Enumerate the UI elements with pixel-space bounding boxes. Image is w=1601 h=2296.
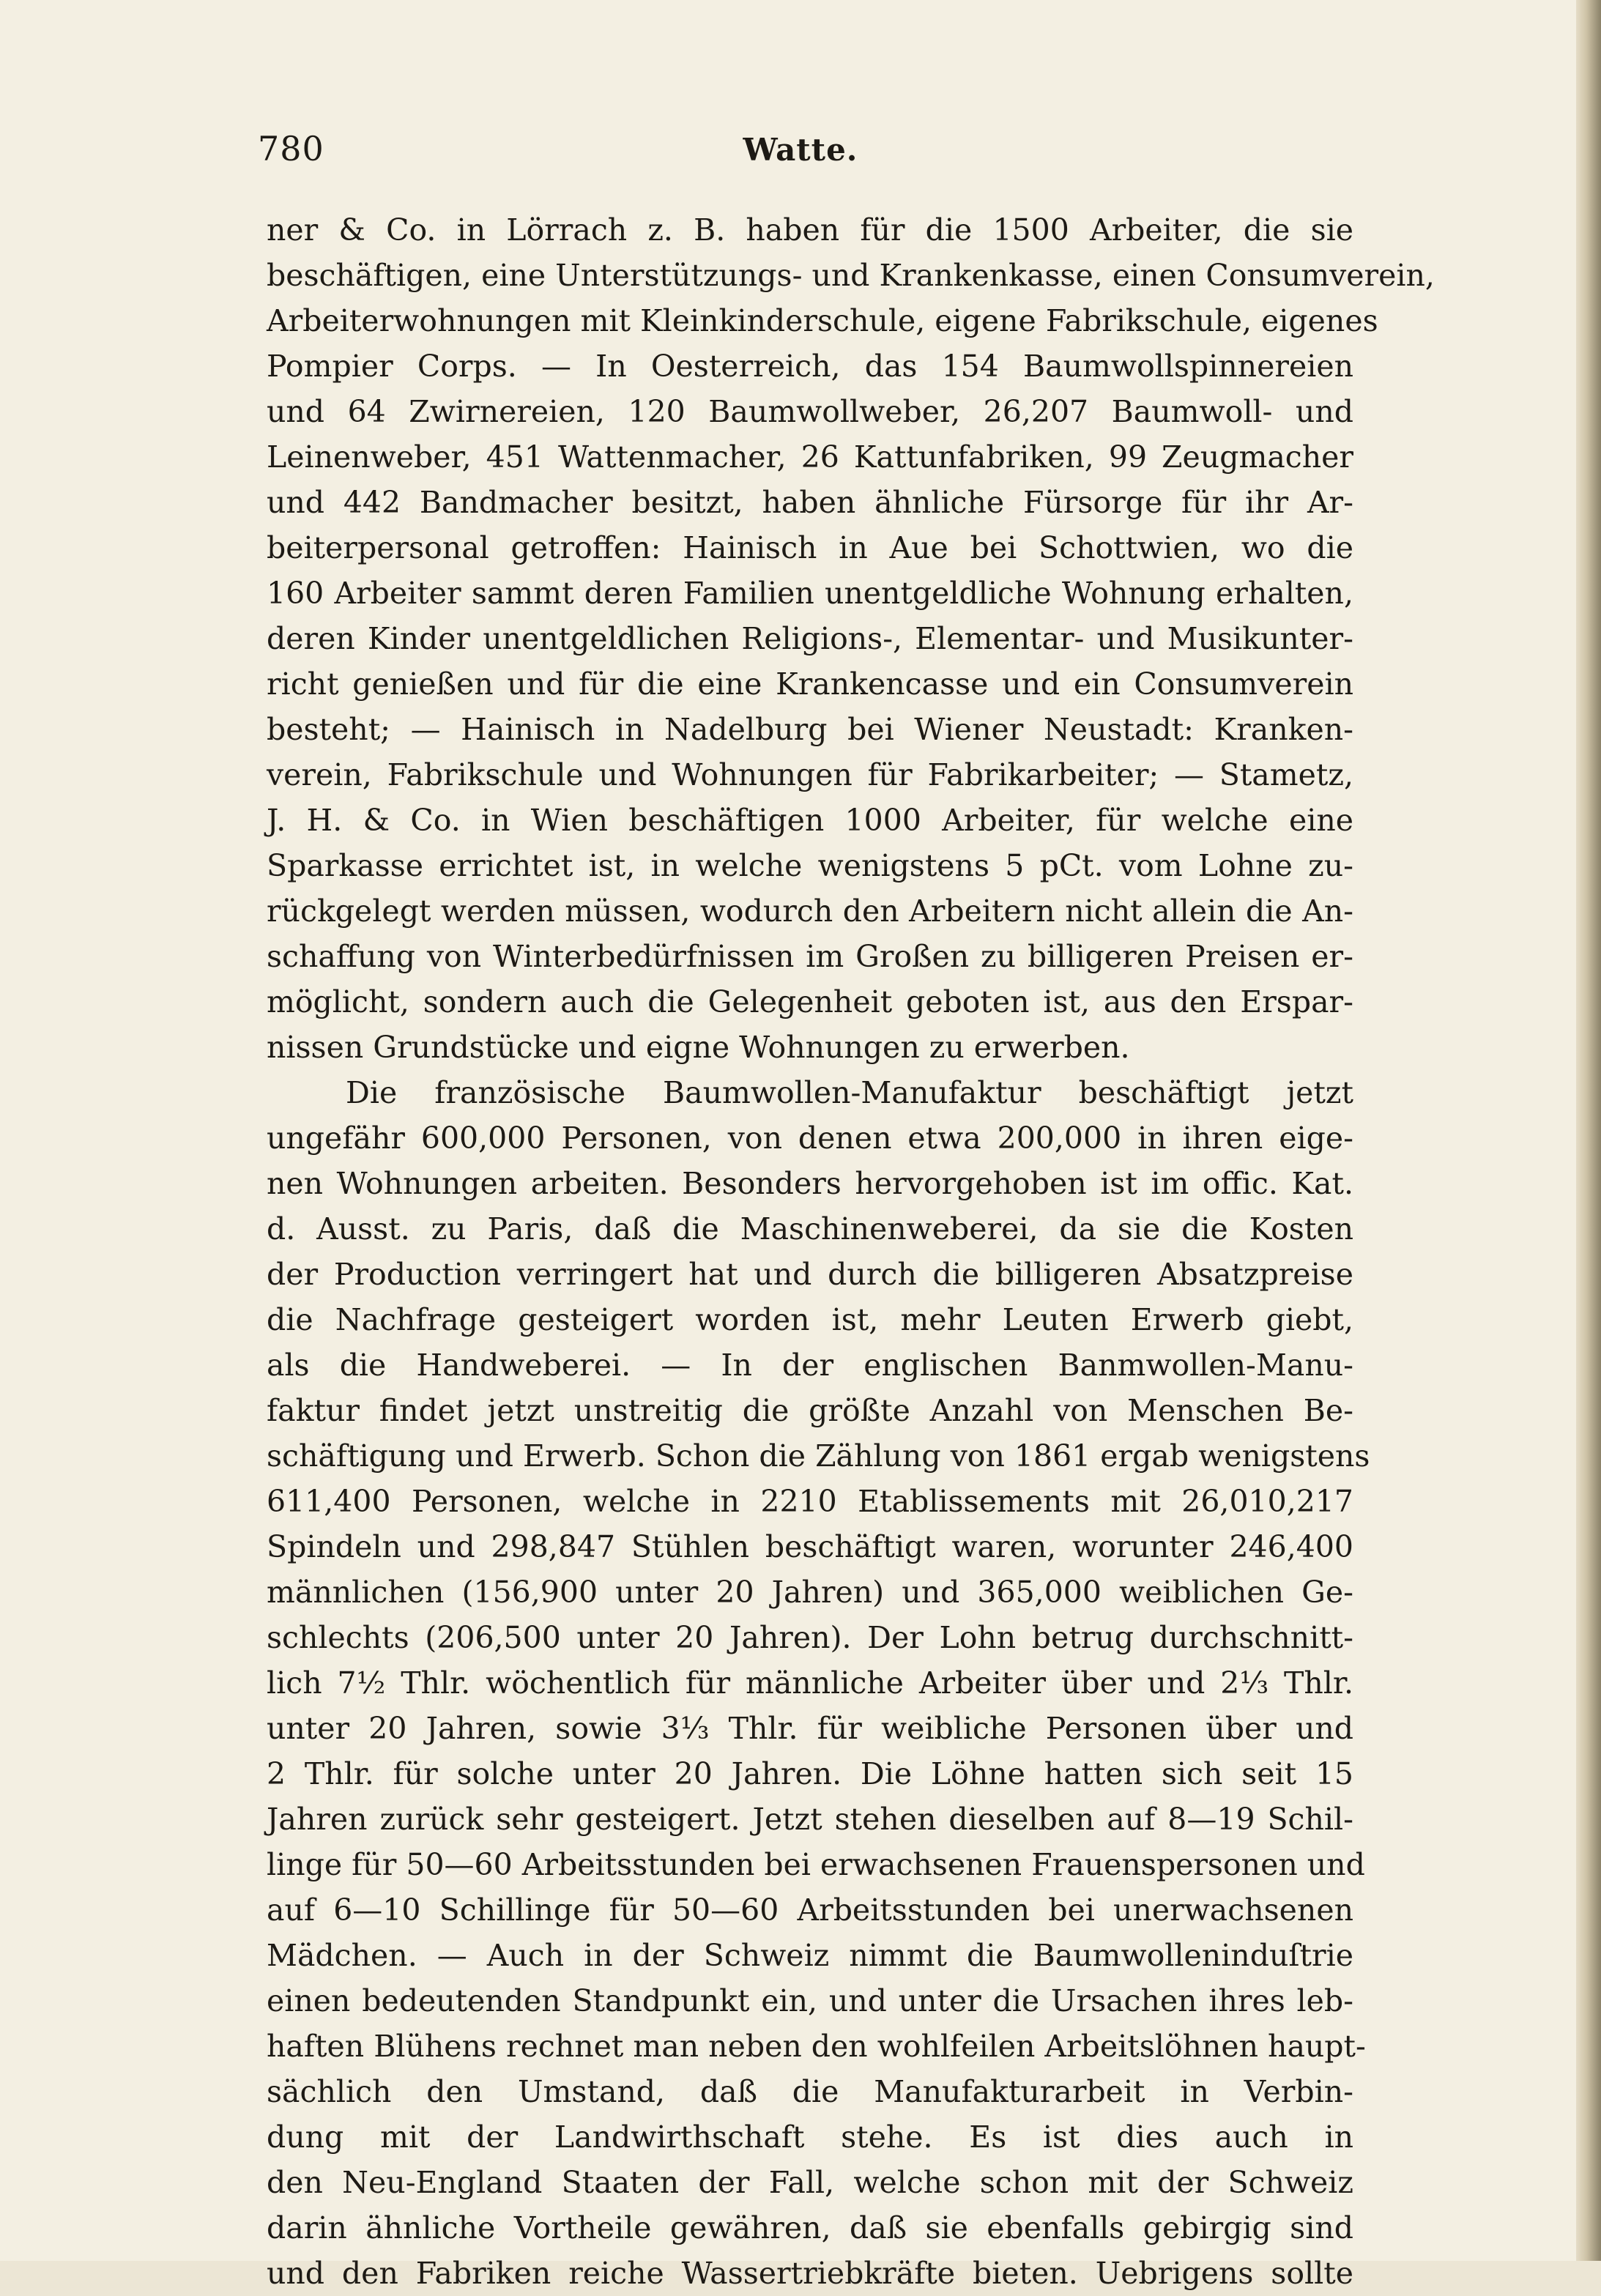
text-line: ner & Co. in Lörrach z. B. haben für die 1500 Arbeiter, die sie — [267, 212, 1353, 248]
text-line: männlichen (156,900 unter 20 Jahren) und 365,000 weiblichen Ge- — [267, 1575, 1353, 1610]
text-line: richt genießen und für die eine Krankencasse und ein Consumverein — [267, 666, 1353, 702]
text-line: deren Kinder unentgeldlichen Religions-, Elementar- und Musikunter- — [267, 621, 1353, 656]
text-line: Leinenweber, 451 Wattenmacher, 26 Kattunfabriken, 99 Zeugmacher — [267, 439, 1353, 475]
text-line: schlechts (206,500 unter 20 Jahren). Der Lohn betrug durchschnitt- — [267, 1620, 1353, 1655]
text-line: als die Handweberei. — In der englischen Banmwollen-Manu- — [267, 1348, 1353, 1383]
text-line: lich 7½ Thlr. wöchentlich für männliche Arbeiter über und 2⅓ Thlr. — [267, 1665, 1353, 1701]
running-head: Watte. — [743, 132, 858, 168]
text-line: den Neu-England Staaten der Fall, welche schon mit der Schweiz — [267, 2165, 1353, 2200]
text-line: möglicht, sondern auch die Gelegenheit geboten ist, aus den Erspar- — [267, 984, 1353, 1019]
text-line: sächlich den Umstand, daß die Manufakturarbeit in Verbin- — [267, 2074, 1353, 2109]
text-line: die Nachfrage gesteigert worden ist, mehr Leuten Erwerb giebt, — [267, 1302, 1353, 1337]
text-line: nen Wohnungen arbeiten. Besonders hervorgehoben ist im offic. Kat. — [267, 1166, 1353, 1201]
text-line: auf 6—10 Schillinge für 50—60 Arbeitsstunden bei unerwachsenen — [267, 1892, 1353, 1928]
text-line: beiterpersonal getroffen: Hainisch in Aue bei Schottwien, wo die — [267, 530, 1353, 565]
text-line: ungefähr 600,000 Personen, von denen etwa 200,000 in ihren eige- — [267, 1121, 1353, 1156]
text-line: Pompier Corps. — In Oesterreich, das 154 Baumwollspinnereien — [267, 349, 1353, 384]
text-line: haften Blühens rechnet man neben den wohlfeilen Arbeitslöhnen haupt- — [267, 2029, 1366, 2064]
text-line: J. H. & Co. in Wien beschäftigen 1000 Arbeiter, für welche eine — [267, 803, 1353, 838]
page-edge-shadow — [1576, 0, 1601, 2261]
text-line: der Production verringert hat und durch die billigeren Absatzpreise — [267, 1257, 1353, 1292]
text-line: darin ähnliche Vortheile gewähren, daß sie ebenfalls gebirgig sind — [267, 2210, 1353, 2245]
text-line: unter 20 Jahren, sowie 3⅓ Thlr. für weibliche Personen über und — [267, 1711, 1353, 1746]
text-line: rückgelegt werden müssen, wodurch den Arbeitern nicht allein die An- — [267, 893, 1353, 929]
text-line: und den Fabriken reiche Wassertriebkräfte bieten. Uebrigens sollte — [267, 2256, 1353, 2291]
text-line: 2 Thlr. für solche unter 20 Jahren. Die Löhne hatten sich seit 15 — [267, 1756, 1353, 1791]
text-line: Spindeln und 298,847 Stühlen beschäftigt waren, worunter 246,400 — [267, 1529, 1353, 1564]
text-line: d. Ausst. zu Paris, daß die Maschinenweberei, da sie die Kosten — [267, 1211, 1353, 1247]
text-line: schaffung von Winterbedürfnissen im Großen zu billigeren Preisen er- — [267, 939, 1353, 974]
text-line: linge für 50—60 Arbeitsstunden bei erwachsenen Frauenspersonen und — [267, 1847, 1365, 1882]
text-line: faktur findet jetzt unstreitig die größte Anzahl von Menschen Be- — [267, 1393, 1353, 1428]
text-line: verein, Fabrikschule und Wohnungen für Fabrikarbeiter; — Stametz, — [267, 757, 1353, 792]
text-line: nissen Grundstücke und eigne Wohnungen zu erwerben. — [267, 1030, 1130, 1065]
page-number: 780 — [258, 129, 324, 168]
text-line: und 442 Bandmacher besitzt, haben ähnliche Fürsorge für ihr Ar- — [267, 485, 1353, 520]
text-line: einen bedeutenden Standpunkt ein, und unter die Ursachen ihres leb- — [267, 1983, 1353, 2018]
text-line: besteht; — Hainisch in Nadelburg bei Wiener Neustadt: Kranken- — [267, 712, 1353, 747]
text-line: schäftigung und Erwerb. Schon die Zählung von 1861 ergab wenigstens — [267, 1438, 1370, 1474]
text-line: und 64 Zwirnereien, 120 Baumwollweber, 26,207 Baumwoll- und — [267, 394, 1353, 429]
text-line: dung mit der Landwirthschaft stehe. Es ist dies auch in — [267, 2119, 1353, 2155]
text-line: Sparkasse errichtet ist, in welche wenigstens 5 pCt. vom Lohne zu- — [267, 848, 1353, 883]
text-line: beschäftigen, eine Unterstützungs- und Krankenkasse, einen Consumverein, — [267, 258, 1435, 293]
body-text — [267, 207, 1435, 2296]
text-line: Die französische Baumwollen-Manufaktur beschäftigt jetzt — [346, 1075, 1353, 1110]
text-line: Mädchen. — Auch in der Schweiz nimmt die Baumwolleninduſtrie — [267, 1938, 1353, 1973]
text-line: 160 Arbeiter sammt deren Familien unentgeldliche Wohnung erhalten, — [267, 576, 1353, 611]
text-line: 611,400 Personen, welche in 2210 Etablissements mit 26,010,217 — [267, 1484, 1353, 1519]
text-line: Jahren zurück sehr gesteigert. Jetzt stehen dieselben auf 8—19 Schil- — [267, 1802, 1353, 1837]
text-line: Arbeiterwohnungen mit Kleinkinderschule, eigene Fabrikschule, eigenes — [267, 303, 1378, 338]
